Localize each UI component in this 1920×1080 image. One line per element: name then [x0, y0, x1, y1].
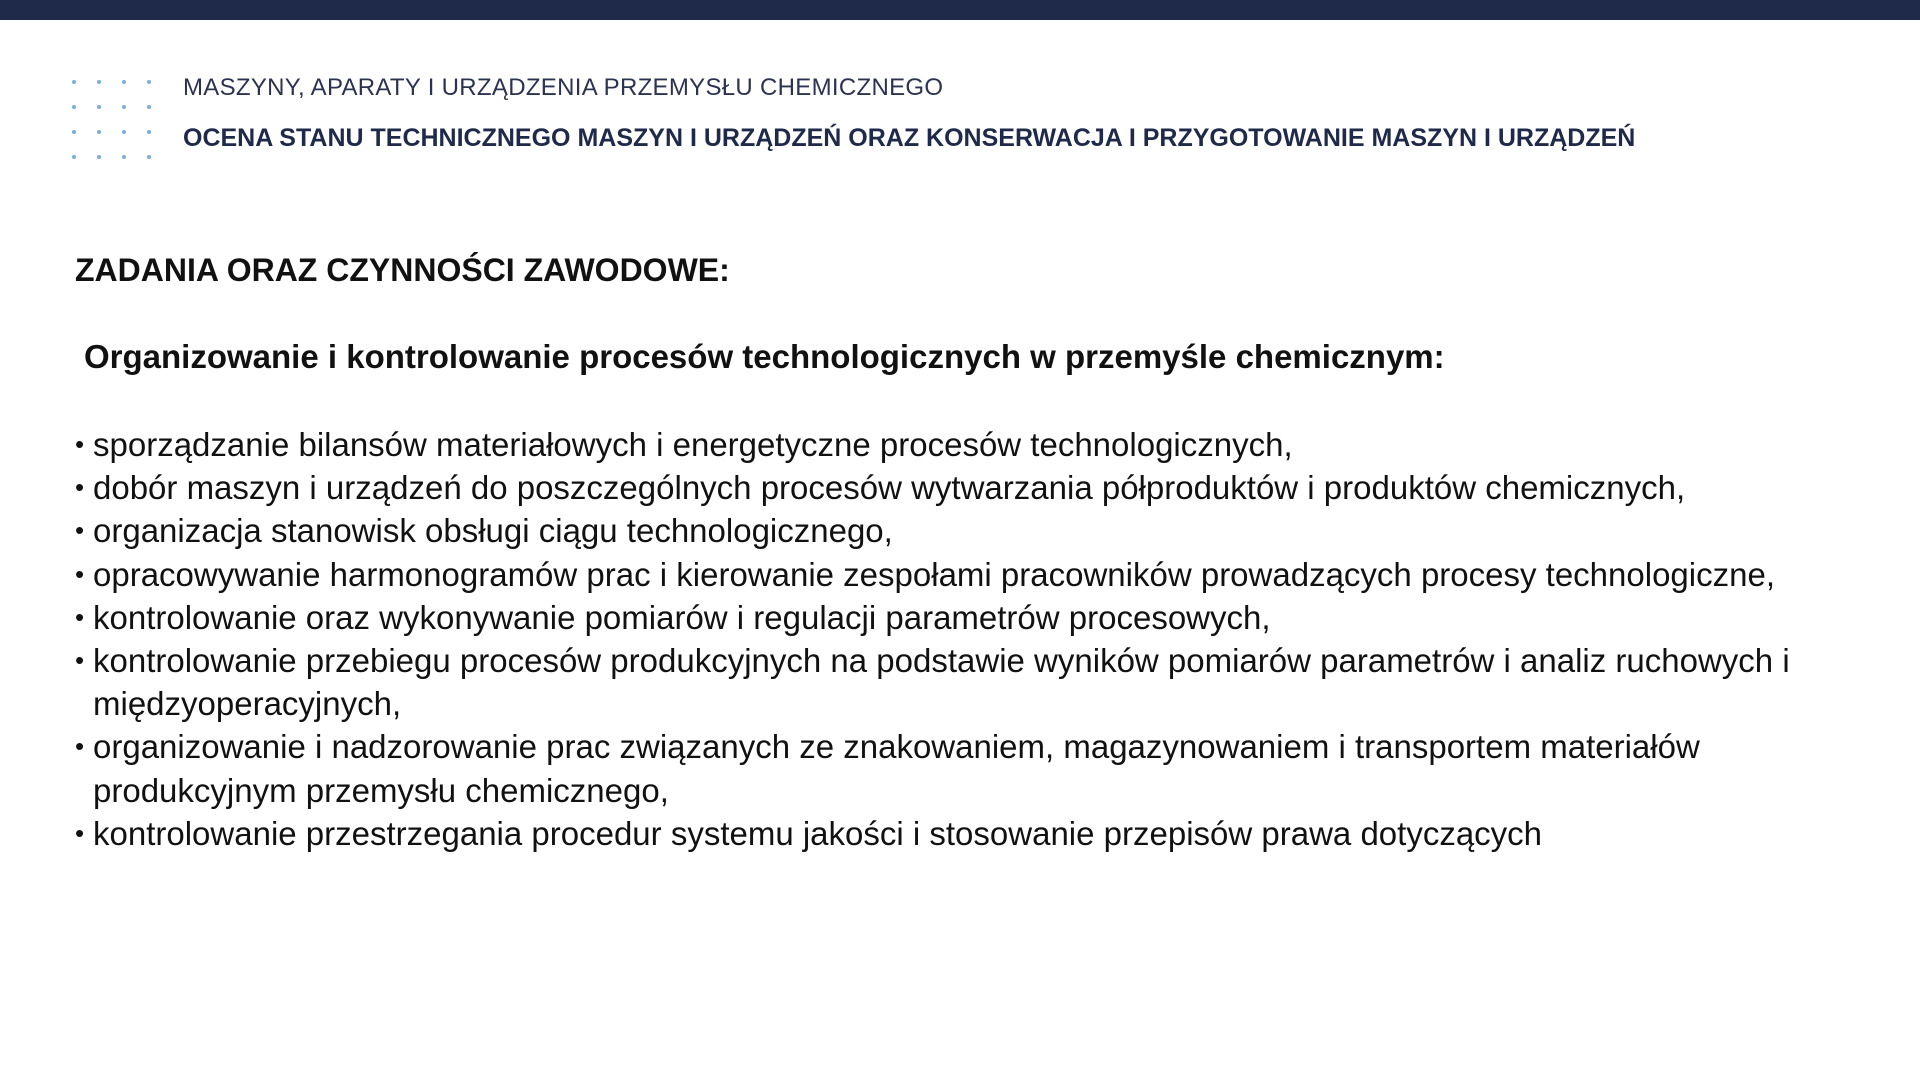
list-item-text: kontrolowanie przebiegu procesów produkcyjnych na podstawie wyników pomiarów parametrów i analiz ruchowych i międzyoperacyjnych, [93, 642, 1790, 723]
bullet-icon: • [75, 601, 85, 632]
dot [147, 80, 151, 84]
dot [147, 155, 151, 159]
dot [97, 80, 101, 84]
list-item [75, 812, 1835, 855]
list-item [75, 596, 1835, 639]
list-item [75, 423, 1835, 466]
bullet-icon: • [75, 429, 85, 459]
dot [72, 105, 76, 109]
list-item-text: organizacja stanowisk obsługi ciągu technologicznego, [93, 512, 893, 550]
course-subtitle: MASZYNY, APARATY I URZĄDZENIA PRZEMYSŁU CHEMICZNEGO [183, 74, 944, 101]
dot [97, 130, 101, 134]
list-item [75, 725, 1835, 811]
bullet-icon: • [75, 515, 85, 546]
dots-decoration-icon [72, 80, 162, 160]
dot [122, 155, 126, 159]
dot [72, 80, 76, 84]
bullet-icon: • [75, 472, 85, 503]
dot [147, 105, 151, 109]
course-title: OCENA STANU TECHNICZNEGO MASZYN I URZĄDZEŃ ORAZ KONSERWACJA I PRZYGOTOWANIE MASZYN I URZĄDZEŃ [183, 124, 1636, 152]
list-item-text: opracowywanie harmonogramów prac i kierowanie zespołami pracowników prowadzących procesy technologiczne, [93, 555, 1775, 593]
section-heading: ZADANIA ORAZ CZYNNOŚCI ZAWODOWE: [75, 252, 730, 288]
dot [122, 80, 126, 84]
top-bar [0, 0, 1920, 20]
list-item-text: kontrolowanie oraz wykonywanie pomiarów i regulacji parametrów procesowych, [93, 598, 1271, 636]
bullet-icon: • [75, 731, 85, 762]
list-item [75, 639, 1835, 725]
list-item [75, 553, 1835, 596]
bullet-icon: • [75, 817, 85, 848]
dot [72, 130, 76, 134]
dot [147, 130, 151, 134]
list-item [75, 509, 1835, 552]
task-list [75, 423, 1835, 855]
section-subheading: Organizowanie i kontrolowanie procesów technologicznych w przemyśle chemicznym: [84, 338, 1445, 375]
list-item [75, 466, 1835, 509]
dot [97, 155, 101, 159]
dot [122, 130, 126, 134]
dot [122, 105, 126, 109]
dot [97, 105, 101, 109]
list-item-text: kontrolowanie przestrzegania procedur systemu jakości i stosowanie przepisów prawa dotyczących [93, 814, 1543, 852]
list-item-text: organizowanie i nadzorowanie prac związanych ze znakowaniem, magazynowaniem i transportem materiałów produkcyjnym przemysłu chemicznego, [93, 728, 1700, 809]
dot [72, 155, 76, 159]
bullet-icon: • [75, 558, 85, 589]
list-item-text: sporządzanie bilansów materiałowych i energetyczne procesów technologicznych, [93, 426, 1293, 463]
list-item-text: dobór maszyn i urządzeń do poszczególnych procesów wytwarzania półproduktów i produktów chemicznych, [93, 469, 1686, 507]
bullet-icon: • [75, 645, 85, 676]
